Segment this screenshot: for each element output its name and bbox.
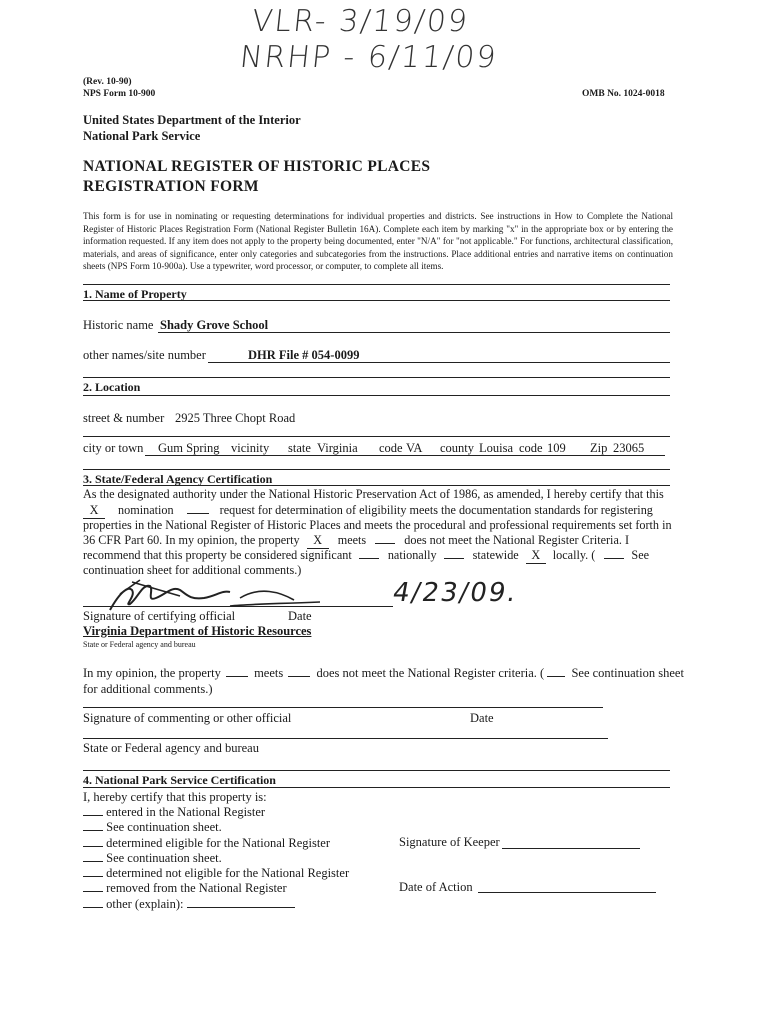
list-item (83, 851, 349, 866)
county-label: county (440, 441, 475, 455)
handwritten-cert-date: 4/23/09. (390, 578, 521, 608)
section3-heading: 3. State/Federal Agency Certification (83, 472, 273, 486)
city-value[interactable]: Gum Spring (158, 441, 220, 455)
county-code-value[interactable]: 109 (547, 441, 566, 455)
signature-line (83, 606, 393, 607)
removed-label: removed from the National Register (106, 881, 287, 896)
form-instructions: This form is for use in nominating or requesting determinations for individual properties and districts. See instructions in How to Complete the National Register of Historic Places Registration Form (National Register Bulletin 16A). Complete each item by marking "x" in the appropriate box or by entering the information requested. If any item does not apply to the property being documented, enter "N/A" for "not applicable." For functions, architectural classification, materials, and areas of significance, enter only categories and subcategories from the instructions. Place additional entries and narrative items on continuation sheets (NPS Form 10-900a). Use a typewriter, word processor, or computer, to complete all items. (83, 211, 673, 271)
date-of-action-label: Date of Action (399, 880, 473, 894)
other-explain-field[interactable] (187, 897, 295, 908)
see-label: See (631, 548, 650, 562)
section1-bottom-rule (83, 300, 670, 301)
list-item (83, 836, 349, 851)
code-value[interactable]: VA (406, 441, 423, 455)
not-eligible-checkbox[interactable] (83, 866, 103, 877)
omb-number: OMB No. 1024-0018 (582, 89, 665, 99)
opinion-does-not-meet-checkbox[interactable] (288, 666, 310, 677)
request-label: request for determination of eligibility meets the documentation standards for registering (219, 503, 653, 517)
commenting-date-label: Date (470, 711, 494, 725)
section3-bottom-rule (83, 485, 670, 486)
signature-date-label: Date (288, 609, 312, 623)
vicinity-label: vicinity (231, 441, 270, 455)
service-name: National Park Service (83, 129, 201, 143)
section2-heading: 2. Location (83, 380, 141, 394)
other-names-label: other names/site number (83, 348, 206, 362)
other-names-value[interactable]: DHR File # 054-0099 (248, 348, 360, 362)
city-line (145, 455, 665, 456)
department-name: United States Department of the Interior (83, 113, 301, 127)
opinion-does-not-meet-label: does not meet the National Register criteria. ( (316, 666, 545, 680)
does-not-meet-label: does not meet the National Register Criteria. I (404, 533, 630, 547)
state-value[interactable]: Virginia (317, 441, 358, 455)
date-of-action-line[interactable] (478, 892, 656, 893)
not-eligible-label: determined not eligible for the National Register (106, 866, 350, 881)
section1-heading: 1. Name of Property (83, 287, 187, 301)
opinion-line (83, 666, 684, 681)
meets-label: meets (337, 533, 367, 547)
continuation-1-label: See continuation sheet. (106, 820, 222, 835)
state-label: state (288, 441, 311, 455)
section3-top-rule (83, 469, 670, 470)
city-label: city or town (83, 441, 144, 455)
handwritten-vlr-date: VLR- 3/19/09 (250, 4, 471, 39)
form-title-line2: REGISTRATION FORM (83, 178, 259, 195)
section4-top-rule (83, 770, 670, 771)
agency-caption: State or Federal agency and bureau (83, 640, 196, 649)
other-checkbox[interactable] (83, 897, 103, 908)
historic-name-value[interactable]: Shady Grove School (160, 318, 269, 332)
agency2-label: State or Federal agency and bureau (83, 741, 259, 755)
section4-bottom-rule (83, 787, 670, 788)
nomination-label: nomination (118, 503, 174, 517)
nps-cert-intro: I, hereby certify that this property is: (83, 790, 267, 804)
opinion-meets-checkbox[interactable] (226, 666, 248, 677)
opinion-text-2: In my opinion, the property (83, 666, 221, 680)
commenting-signature-label: Signature of commenting or other official (83, 711, 292, 725)
code-label: code (379, 441, 403, 455)
continuation-1-checkbox[interactable] (83, 820, 103, 831)
street-label: street & number (83, 411, 165, 425)
locally-mark[interactable]: X (526, 548, 546, 564)
nomination-mark[interactable]: X (83, 503, 105, 519)
commenting-signature-line (83, 707, 603, 708)
county-code-label: code (519, 441, 543, 455)
entered-checkbox[interactable] (83, 805, 103, 816)
does-not-meet-checkbox[interactable] (375, 533, 395, 544)
statewide-checkbox[interactable] (444, 548, 464, 559)
other-names-line (208, 362, 670, 363)
cert-line2 (83, 503, 653, 519)
historic-name-line (158, 332, 670, 333)
section2-top-rule (83, 377, 670, 378)
signature-label: Signature of certifying official (83, 609, 236, 623)
cert-line6: continuation sheet for additional comments.) (83, 563, 302, 577)
opinion-meets-label: meets (254, 666, 284, 680)
historic-name-label: Historic name (83, 318, 154, 332)
list-item (83, 881, 349, 896)
street-line (83, 436, 670, 437)
other-label: other (explain): (106, 896, 184, 911)
county-value[interactable]: Louisa (479, 441, 514, 455)
cert-line3: properties in the National Register of Historic Places and meets the procedural and professional requirements set forth in (83, 518, 672, 532)
street-value[interactable]: 2925 Three Chopt Road (175, 411, 296, 425)
revision-label: (Rev. 10-90) (83, 77, 132, 87)
meets-mark[interactable]: X (307, 533, 329, 549)
list-item (83, 820, 349, 835)
section2-bottom-rule (83, 395, 670, 396)
list-item (83, 866, 349, 881)
opinion-continuation-checkbox[interactable] (547, 666, 565, 677)
form-title-line1: NATIONAL REGISTER OF HISTORIC PLACES (83, 158, 431, 175)
eligible-checkbox[interactable] (83, 836, 103, 847)
section1-top-rule (83, 284, 670, 285)
nationally-checkbox[interactable] (359, 548, 379, 559)
continuation-checkbox[interactable] (604, 548, 624, 559)
zip-label: Zip (590, 441, 608, 455)
nationally-label: nationally (387, 548, 437, 562)
agency2-line (83, 738, 608, 739)
opinion-text: 36 CFR Part 60. In my opinion, the property (83, 533, 300, 547)
form-number: NPS Form 10-900 (83, 89, 156, 99)
keeper-signature-line[interactable] (502, 848, 640, 849)
continuation-2-checkbox[interactable] (83, 851, 103, 862)
opinion-comments: for additional comments.) (83, 682, 213, 696)
request-checkbox[interactable] (187, 503, 209, 514)
opinion-see-continuation: See continuation sheet (571, 666, 684, 680)
handwritten-nrhp-date: NRHP - 6/11/09 (238, 40, 500, 75)
removed-checkbox[interactable] (83, 881, 103, 892)
keeper-signature-label: Signature of Keeper (399, 835, 500, 849)
list-item (83, 897, 349, 912)
eligible-label: determined eligible for the National Register (106, 835, 331, 850)
locally-label: locally. ( (552, 548, 596, 562)
section4-heading: 4. National Park Service Certification (83, 773, 276, 787)
nps-status-list (83, 805, 349, 912)
cert-line4 (83, 533, 629, 549)
cert-line5 (83, 548, 649, 564)
zip-value[interactable]: 23065 (613, 441, 645, 455)
recommend-text: recommend that this property be considered significant (83, 548, 352, 562)
list-item (83, 805, 349, 820)
agency-name[interactable]: Virginia Department of Historic Resources (83, 624, 312, 638)
continuation-2-label: See continuation sheet. (106, 850, 222, 865)
entered-label: entered in the National Register (106, 805, 266, 819)
cert-line1: As the designated authority under the National Historic Preservation Act of 1986, as amended, I hereby certify that this (83, 487, 664, 501)
statewide-label: statewide (472, 548, 519, 562)
